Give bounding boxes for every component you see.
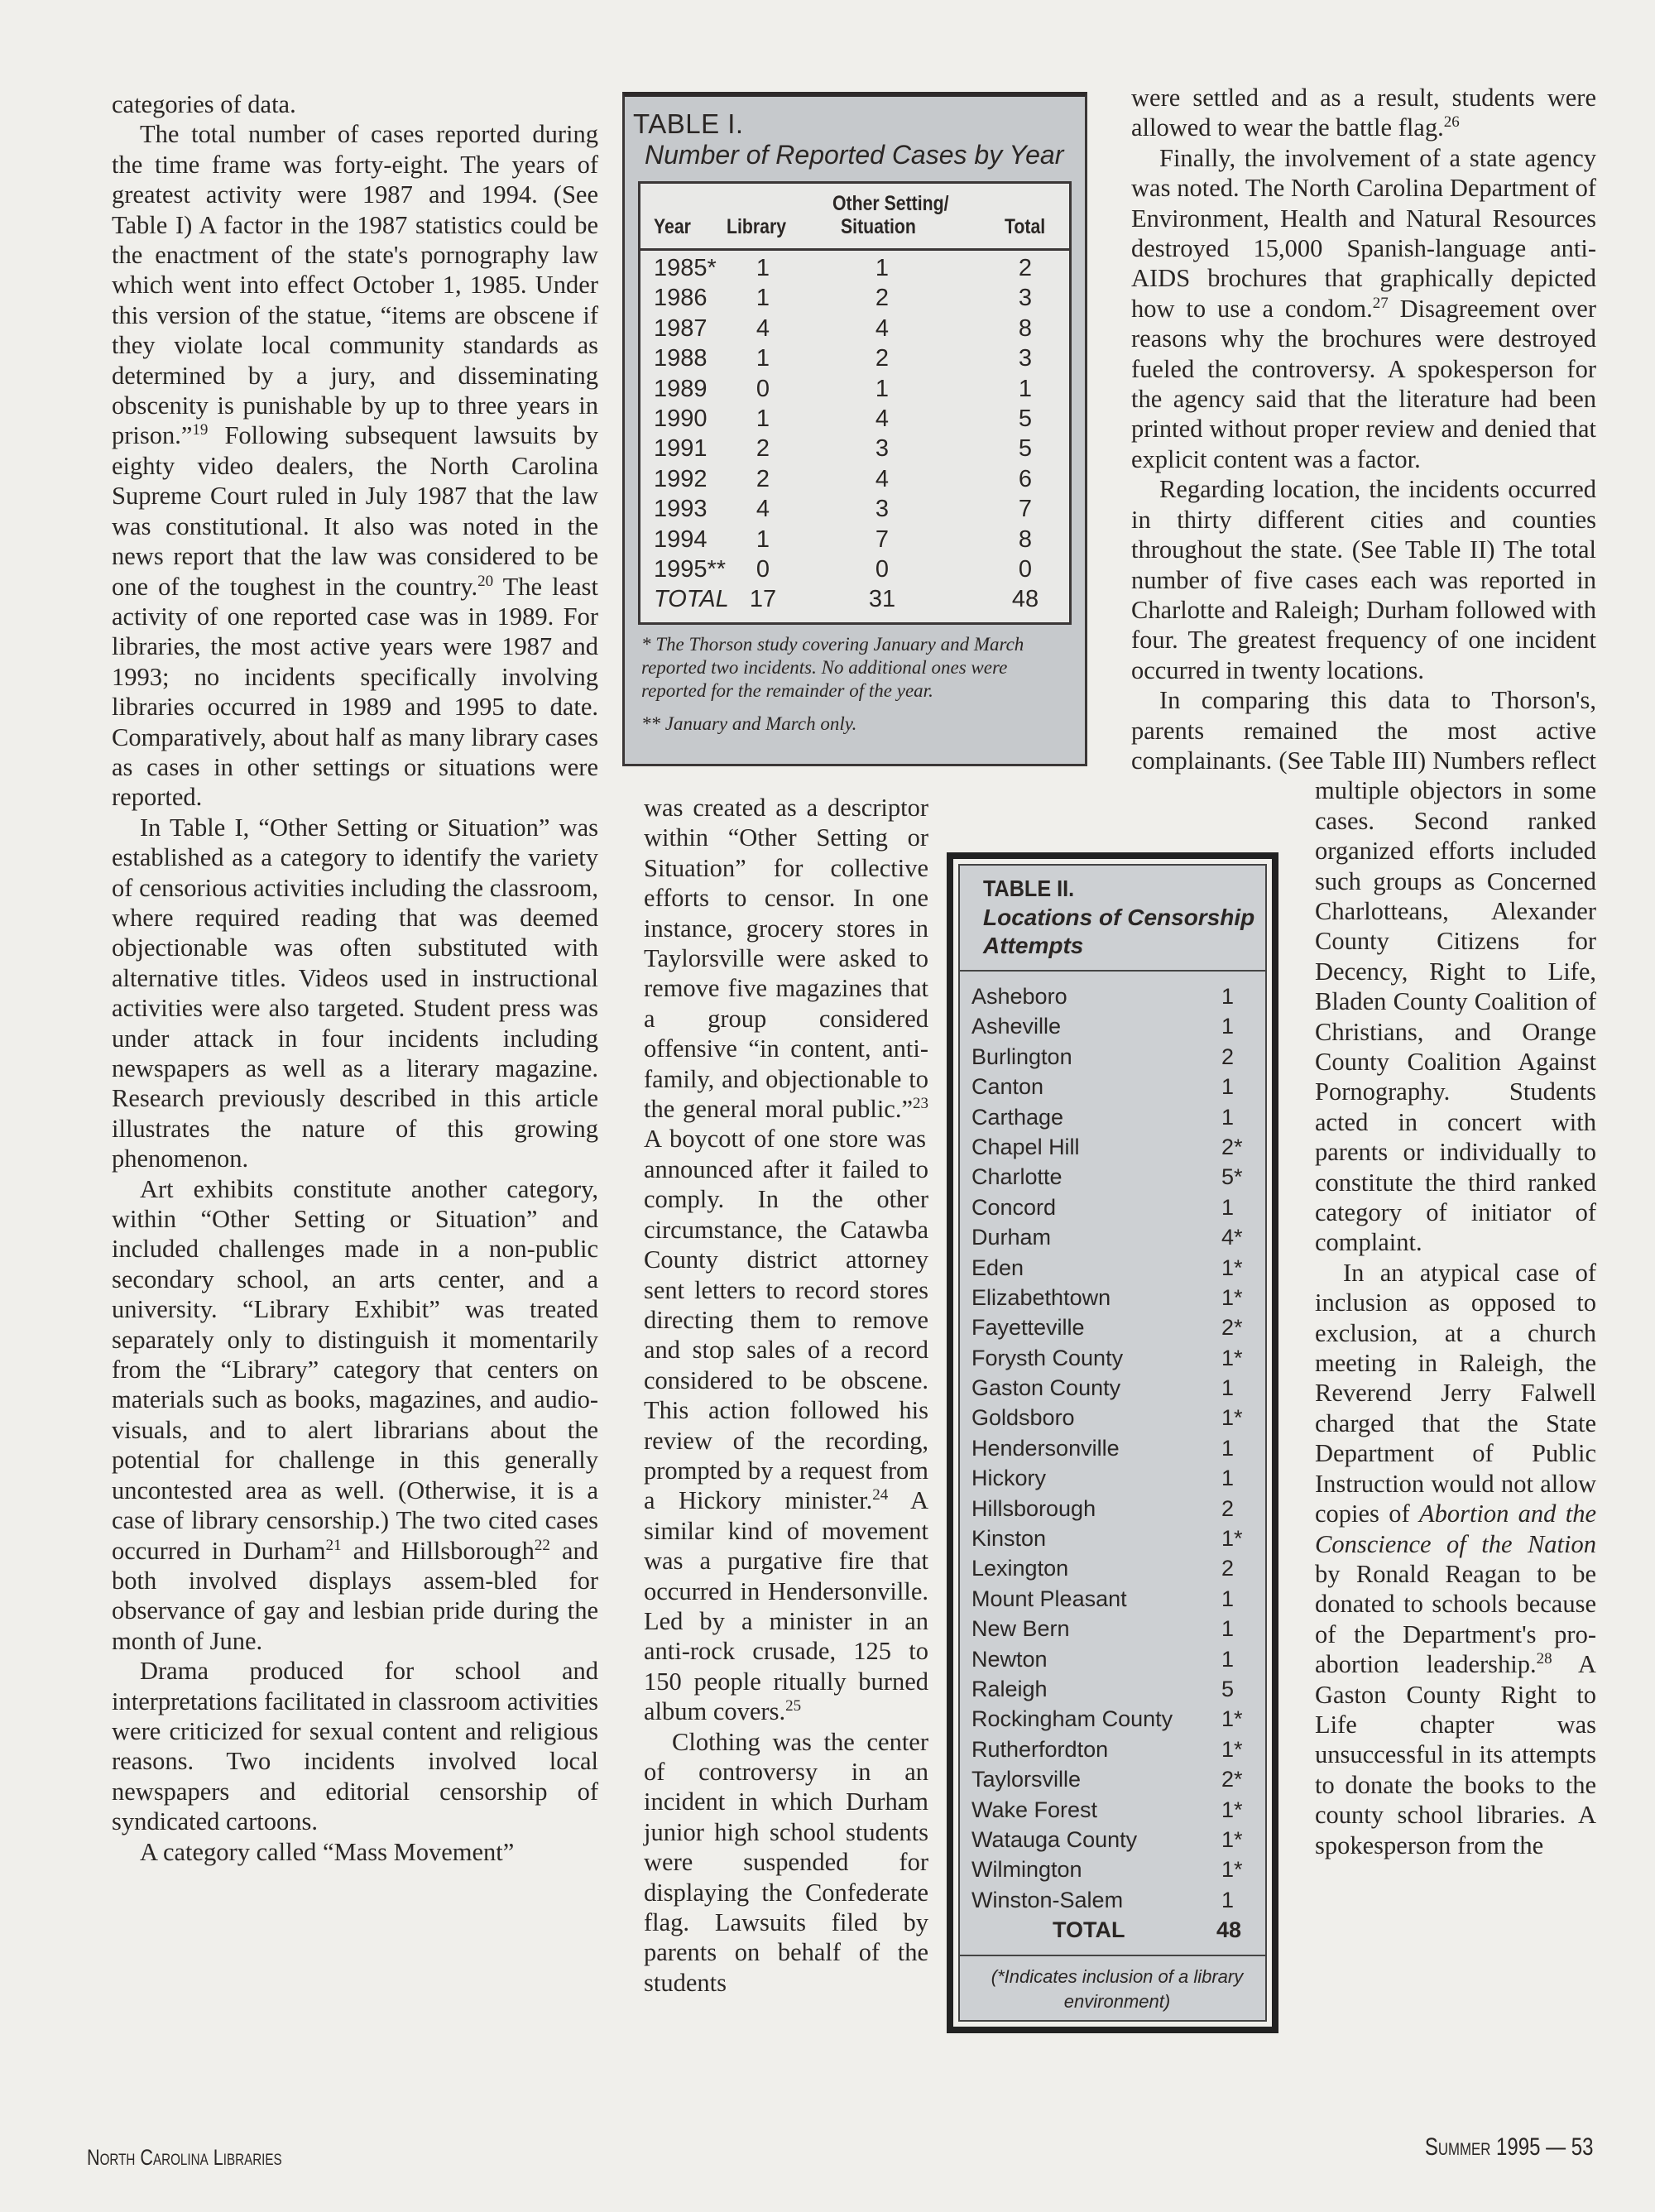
cell-other: 3	[875, 435, 890, 463]
cell-location: Concord	[971, 1194, 1057, 1220]
table-row	[971, 1072, 1253, 1101]
cell-location: New Bern	[971, 1616, 1070, 1642]
cell-location: Raleigh	[971, 1676, 1048, 1701]
table-row	[971, 1614, 1253, 1643]
cell-location: Asheville	[971, 1014, 1062, 1039]
cell-library: 1	[756, 405, 770, 432]
text-run: and Hillsborough	[341, 1536, 535, 1565]
cell-count: 1*	[1221, 1826, 1243, 1852]
cell-location: Hendersonville	[971, 1435, 1120, 1461]
cell-count: 1	[1221, 1194, 1235, 1220]
cell-total: 3	[1018, 345, 1033, 372]
table-row	[640, 525, 1069, 554]
table-locations-of-censorship	[947, 852, 1278, 2033]
table-row	[971, 1403, 1253, 1432]
text-run: was created as a descriptor within “Other Setting or Situation” for collective efforts to censor. In one instance, grocery stores in Taylorsville were asked to remove five magazines that a group considered offensive “in content, anti-family, and objectionable to the general moral public.”	[644, 794, 928, 1124]
table-row	[640, 434, 1069, 463]
table-total-row	[971, 1915, 1253, 1945]
cell-count: 2	[1221, 1495, 1235, 1521]
cell-location: Gaston County	[971, 1375, 1121, 1401]
cell-other: 4	[875, 465, 890, 492]
footnote-ref: 23	[913, 1094, 928, 1112]
text-run: Following subsequent lawsuits by eighty video dealers, the North Carolina Supreme Court ruled in July 1987 that the law was constitutional. It also was noted in the news report that the law was considered to be one of the toughest in the country.	[112, 421, 598, 601]
table-row	[971, 1584, 1253, 1614]
text-run: The least activity of one reported case was in 1989. For libraries, the most active years were 1987 and 1993; no incidents specifically involving libraries occurred in 1989 and 1995 to date. Comparatively, about half as many library cases as cases in other settings or situations were reported.	[112, 572, 598, 812]
table-note: ** January and March only.	[641, 713, 857, 734]
cell-total: 8	[1018, 314, 1033, 342]
cell-location: Chapel Hill	[971, 1134, 1080, 1159]
cell-location: Burlington	[971, 1044, 1072, 1069]
cell-count: 1	[1221, 1014, 1235, 1039]
cell-count: 48	[1216, 1917, 1242, 1943]
cell-year: 1995**	[654, 555, 727, 583]
table-row	[971, 1494, 1253, 1523]
cell-library: 0	[756, 375, 770, 402]
cell-year: TOTAL	[654, 586, 729, 613]
cell-other: 4	[875, 405, 890, 432]
cell-location: Eden	[971, 1255, 1024, 1280]
cell-total: 7	[1018, 496, 1033, 523]
text-run: In Table I, “Other Setting or Situation” was established as a category to identify the variety of censorious activities including the classroom, where required reading that was deemed objectionable was often substituted with alternative titles. Videos used in instructional activities were also targeted. Student press was under attack in four incidents including newspapers as well as a literary magazine. Research previously described in this article illustrates the nature of this growing phenomenon.	[112, 813, 598, 1173]
paragraph	[112, 119, 598, 812]
header-other-2: Situation	[841, 215, 916, 238]
table-row	[971, 981, 1253, 1011]
cell-library: 4	[756, 314, 770, 342]
footnote-ref: 22	[534, 1536, 550, 1554]
table-row	[971, 1433, 1253, 1463]
paragraph	[112, 1837, 598, 1867]
table-row	[640, 283, 1069, 313]
text-run: by Ronald Reagan to be donated to schools because of the Department's pro-abortion leadership.	[1315, 1559, 1596, 1679]
table-total-row	[640, 584, 1069, 614]
table-row	[971, 1523, 1253, 1553]
table-row	[971, 1373, 1253, 1403]
cell-library: 1	[756, 345, 770, 372]
cell-count: 2	[1221, 1556, 1235, 1581]
cell-other: 1	[875, 375, 890, 402]
text-run: A category called “Mass Movement”	[140, 1837, 515, 1866]
table-row	[971, 1192, 1253, 1222]
paragraph	[112, 1174, 598, 1657]
cell-count: 2	[1221, 1044, 1235, 1069]
table-row	[971, 1885, 1253, 1915]
cell-count: 2*	[1221, 1134, 1243, 1159]
table-row	[971, 1042, 1253, 1072]
cell-library: 0	[756, 555, 770, 583]
cell-location: Newton	[971, 1646, 1048, 1672]
table-row	[640, 404, 1069, 434]
footnote-ref: 21	[325, 1536, 342, 1554]
cell-location: Carthage	[971, 1104, 1064, 1130]
text-run: In an atypical case of inclusion as opposed to exclusion, at a church meeting in Raleigh, the Reverend Jerry Falwell charged that the State Department of Public Instruction would not allow copies of	[1315, 1258, 1596, 1528]
footnote-ref: 20	[477, 572, 494, 590]
table-row	[971, 1704, 1253, 1734]
cell-other: 2	[875, 345, 890, 372]
cell-count: 1*	[1221, 1345, 1243, 1370]
table-row	[971, 1222, 1253, 1252]
cell-count: 1	[1221, 1104, 1235, 1130]
table-row	[971, 1855, 1253, 1884]
paragraph	[1131, 143, 1596, 474]
cell-location: Rutherfordton	[971, 1736, 1109, 1762]
cell-count: 2*	[1221, 1767, 1243, 1792]
table-title: TABLE II.	[983, 876, 1075, 901]
table-row	[971, 1463, 1253, 1493]
table-row	[971, 1312, 1253, 1342]
cell-location: Elizabethtown	[971, 1284, 1111, 1310]
paragraph	[112, 1656, 598, 1836]
cell-location: Forysth County	[971, 1345, 1124, 1370]
cell-library: 2	[756, 435, 770, 463]
cell-other: 4	[875, 314, 890, 342]
cell-year: 1994	[654, 525, 708, 553]
cell-location: Hillsborough	[971, 1495, 1096, 1521]
table-row	[640, 253, 1069, 283]
table-row	[971, 1011, 1253, 1041]
table-notes	[641, 633, 1072, 746]
cell-location: Wilmington	[971, 1857, 1082, 1883]
cell-location: TOTAL	[1053, 1917, 1125, 1943]
cell-other: 31	[868, 586, 896, 613]
cell-library: 2	[756, 465, 770, 492]
cell-year: 1989	[654, 375, 708, 402]
cell-other: 3	[875, 496, 890, 523]
cell-count: 1*	[1221, 1255, 1243, 1280]
table-rows	[971, 981, 1253, 1946]
footnote-ref: 24	[872, 1486, 889, 1504]
footnote-ref: 27	[1372, 294, 1389, 312]
cell-location: Wake Forest	[971, 1797, 1098, 1822]
cell-count: 5	[1221, 1676, 1235, 1701]
table-subtitle: Number of Reported Cases by Year	[645, 140, 1064, 170]
table-rows	[640, 253, 1069, 615]
table-row	[640, 554, 1069, 584]
cell-location: Taylorsville	[971, 1767, 1082, 1792]
text-run: A Gaston County Right to Life chapter was unsuccessful in its attempts to donate the books to the county school libraries. A spokesperson from the	[1315, 1650, 1597, 1859]
cell-year: 1991	[654, 435, 708, 463]
paragraph	[112, 89, 598, 119]
table-reported-cases-by-year	[622, 92, 1087, 766]
cell-location: Mount Pleasant	[971, 1586, 1127, 1611]
cell-count: 1	[1221, 1646, 1235, 1672]
table-title: TABLE I.	[633, 108, 744, 139]
table-row	[971, 1343, 1253, 1373]
cell-total: 2	[1018, 255, 1033, 281]
table-row	[971, 1553, 1253, 1583]
cell-count: 1	[1221, 1375, 1235, 1401]
table-row	[971, 1825, 1253, 1855]
table-row	[640, 314, 1069, 343]
text-run: were settled and as a result, students were allowed to wear the battle flag.	[1131, 84, 1596, 142]
cell-year: 1985*	[654, 255, 717, 281]
text-run: In comparing this data to Thorson's, parents remained the most active complainants. (See Table III) Numbers reflect multiple objectors in some cases. Second ranked organized efforts included such groups as Concerned Charlotteans, Alexander County Citizens for Decency, Right to Life, Bladen County Coalition of Christians, and Orange County Coalition Against Pornography. Students acted in concert with parents or individually to constitute the third ranked category of initiator of complaint.	[1131, 686, 1596, 1257]
cell-year: 1986	[654, 285, 708, 312]
table-row	[640, 464, 1069, 494]
cell-location: Charlotte	[971, 1164, 1063, 1190]
footer-publication: North Carolina Libraries	[87, 2145, 282, 2170]
cell-year: 1987	[654, 314, 708, 342]
footnote-ref: 19	[192, 421, 209, 439]
cell-library: 1	[756, 285, 770, 312]
cell-count: 1*	[1221, 1706, 1243, 1732]
text-run: Finally, the involvement of a state agency was noted. The North Carolina Department of Environment, Health and Natural Resources destroyed 15,000 Spanish-language anti-AIDS brochures that graphically depicted how to use a condom.	[1131, 143, 1596, 323]
table-row	[971, 1102, 1253, 1132]
footnote-ref: 25	[785, 1697, 802, 1715]
cell-count: 1*	[1221, 1857, 1243, 1883]
text-run: A similar kind of movement was a purgative fire that occurred in Hendersonville. Led by a minister in an anti-rock crusade, 125 to 150 people ritually burned album covers.	[644, 1486, 928, 1726]
cell-library: 4	[756, 496, 770, 523]
cell-year: 1990	[654, 405, 708, 432]
cell-count: 1*	[1221, 1284, 1243, 1310]
cell-total: 8	[1018, 525, 1033, 553]
cell-library: 17	[749, 586, 777, 613]
footnote-ref: 28	[1536, 1649, 1552, 1667]
table-row	[971, 1253, 1253, 1283]
cell-location: Canton	[971, 1074, 1044, 1100]
header-other-1: Other Setting/	[832, 192, 949, 215]
cell-location: Durham	[971, 1225, 1052, 1250]
cell-location: Kinston	[971, 1526, 1047, 1552]
paragraph	[1131, 474, 1596, 685]
table-header	[640, 184, 1069, 251]
table-note: (*Indicates inclusion of a library environment)	[991, 1966, 1244, 2012]
cell-count: 1	[1221, 1887, 1235, 1912]
table-row	[971, 1674, 1253, 1704]
table-body	[638, 181, 1072, 625]
text-run: and both involved displays assem-bled for observance of gay and lesbian pride during the month of June.	[112, 1536, 598, 1655]
header-library: Library	[727, 215, 787, 238]
cell-total: 0	[1018, 555, 1033, 583]
cell-location: Winston-Salem	[971, 1887, 1124, 1912]
cell-library: 1	[756, 525, 770, 553]
cell-other: 2	[875, 285, 890, 312]
divider	[960, 1955, 1265, 1956]
text-run: Art exhibits constitute another category, within “Other Setting or Situation” and included challenges made in a non-public secondary school, an arts center, and a university. “Library Exhibit” was treated separately only to distinguish it momentarily from the “Library” category that centers on materials such as books, magazines, and audio-visuals, and to alert librarians about the potential for challenge in this generally uncontested area as well. (Otherwise, it is a case of library censorship.) The two cited cases occurred in Durham	[112, 1174, 598, 1565]
cell-total: 5	[1018, 405, 1033, 432]
cell-total: 6	[1018, 465, 1033, 492]
table-row	[971, 1132, 1253, 1162]
cell-total: 3	[1018, 285, 1033, 312]
cell-location: Fayetteville	[971, 1315, 1085, 1341]
table-row	[971, 1283, 1253, 1312]
text-run: Clothing was the center of controversy in an incident in which Durham junior high school students were suspended for displaying the Confederate flag. Lawsuits filed by parents on behalf of the students	[644, 1727, 928, 1997]
table-row	[971, 1764, 1253, 1794]
cell-count: 1*	[1221, 1526, 1243, 1552]
paragraph	[112, 813, 598, 1174]
article-column-left	[112, 89, 598, 1867]
cell-year: 1993	[654, 496, 708, 523]
text-run: Drama produced for school and interpretations facilitated in classroom activities were criticized for sexual content and religious reasons. Two incidents involved local newspapers and editorial censorship of syndicated cartoons.	[112, 1657, 598, 1836]
cell-location: Watauga County	[971, 1826, 1138, 1852]
cell-count: 1*	[1221, 1797, 1243, 1822]
table-row	[971, 1162, 1253, 1192]
divider	[960, 970, 1265, 972]
cell-library: 1	[756, 255, 770, 281]
table-row	[971, 1795, 1253, 1825]
table-row	[640, 374, 1069, 404]
footnote-ref: 26	[1443, 113, 1460, 132]
header-total: Total	[1005, 215, 1046, 238]
text-run: Disagreement over reasons why the brochures were destroyed fueled the controversy. A spokesperson for the agency said that the literature had been printed without proper review and denied that explicit content was a factor.	[1131, 294, 1596, 473]
cell-year: 1992	[654, 465, 708, 492]
cell-location: Hickory	[971, 1466, 1047, 1491]
cell-total: 48	[1011, 586, 1039, 613]
text-run: The total number of cases reported during the time frame was forty-eight. The years of greatest activity were 1987 and 1994. (See Table I) A factor in the 1987 statistics could be the enactment of the state's pornography law which went into effect October 1, 1985. Under this version of the statue, “items are obscene if they violate local community standards as determined by a jury, and disseminating obscenity is punishable by up to three years in prison.”	[112, 120, 598, 450]
cell-count: 5*	[1221, 1164, 1243, 1190]
cell-other: 1	[875, 255, 890, 281]
table-row	[640, 494, 1069, 524]
table-row	[971, 1644, 1253, 1674]
cell-total: 1	[1018, 375, 1033, 402]
cell-count: 1	[1221, 1616, 1235, 1642]
cell-count: 1	[1221, 1435, 1235, 1461]
footer-issue-page: Summer 1995 — 53	[1424, 2133, 1593, 2161]
text-run: categories of data.	[112, 90, 296, 118]
cell-count: 4*	[1221, 1225, 1243, 1250]
cell-count: 1	[1221, 984, 1235, 1009]
table-row	[971, 1735, 1253, 1764]
cell-count: 1	[1221, 1466, 1235, 1491]
table-box	[958, 864, 1267, 2022]
cell-total: 5	[1018, 435, 1033, 463]
cell-location: Lexington	[971, 1556, 1069, 1581]
cell-count: 2*	[1221, 1315, 1243, 1341]
header-year: Year	[654, 215, 691, 238]
cell-location: Asheboro	[971, 984, 1067, 1009]
cell-other: 7	[875, 525, 890, 553]
cell-location: Rockingham County	[971, 1706, 1173, 1732]
cell-other: 0	[875, 555, 890, 583]
paragraph	[1131, 83, 1596, 143]
text-run: Regarding location, the incidents occurred in thirty different cities and counties throughout the state. (See Table II) The total number of five cases each was reported in Charlotte and Raleigh; Durham followed with four. The greatest frequency of one incident occurred in twenty locations.	[1131, 475, 1596, 684]
cell-count: 1*	[1221, 1405, 1243, 1431]
cell-year: 1988	[654, 345, 708, 372]
book-title: Abortion and the Conscience of the Nation	[1315, 1499, 1596, 1558]
cell-location: Goldsboro	[971, 1405, 1075, 1431]
cell-count: 1	[1221, 1586, 1235, 1611]
table-row	[640, 343, 1069, 373]
cell-count: 1	[1221, 1074, 1235, 1100]
cell-count: 1*	[1221, 1736, 1243, 1762]
text-run: A boycott of one store was announced after it failed to comply. In the other circumstance, the Catawba County district attorney sent letters to record stores directing them to remove and stop sales of a record considered to be obscene. This action followed his review of the recording, prompted by a request from a Hickory minister.	[644, 1125, 928, 1515]
table-subtitle: Locations of Censorship Attempts	[983, 904, 1255, 958]
table-note: * The Thorson study covering January and March reported two incidents. No additional ones were reported for the remainder of the year.	[641, 634, 1024, 701]
